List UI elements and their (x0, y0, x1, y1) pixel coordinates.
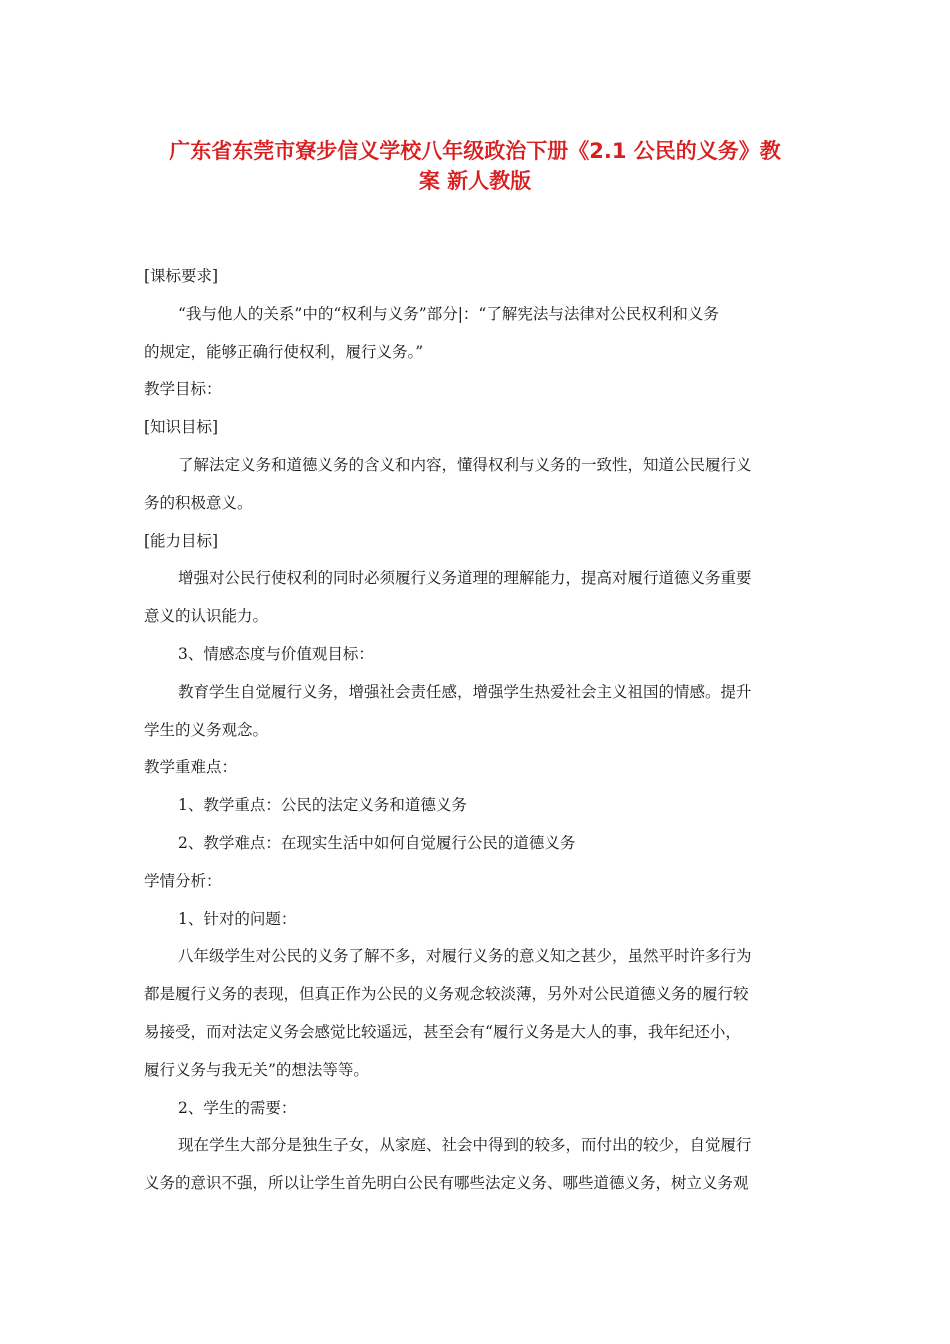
paragraph-line: “我与他人的关系”中的“权利与义务”部分|：“了解宪法与法律对公民权利和义务 (178, 304, 719, 323)
list-item: 2、学生的需要： (178, 1098, 297, 1117)
section-heading-objectives: 教学目标： (144, 380, 222, 399)
paragraph-line: 易接受，而对法定义务会感觉比较遥远，甚至会有“履行义务是大人的事，我年纪还小， (144, 1022, 741, 1041)
paragraph-line: 学生的义务观念。 (144, 720, 269, 739)
paragraph-line: 意义的认识能力。 (144, 607, 269, 626)
title-line-2: 案 新人教版 (418, 169, 532, 193)
list-item: 2、教学难点：在现实生活中如何自觉履行公民的道德义务 (178, 833, 576, 852)
paragraph-line: 的规定，能够正确行使权利，履行义务。” (144, 342, 424, 361)
title-line-1: 广东省东莞市寮步信义学校八年级政治下册《2.1 公民的义务》教 (169, 139, 781, 163)
paragraph-line: 现在学生大部分是独生子女，从家庭、社会中得到的较多，而付出的较少，自觉履行 (178, 1136, 752, 1155)
document-title (140, 136, 810, 196)
document-body (144, 258, 810, 1203)
paragraph-line: 了解法定义务和道德义务的含义和内容，懂得权利与义务的一致性，知道公民履行义 (178, 455, 752, 474)
paragraph-line: 履行义务与我无关”的想法等等。 (144, 1060, 369, 1079)
paragraph-line: 增强对公民行使权利的同时必须履行义务道理的理解能力，提高对履行道德义务重要 (178, 569, 752, 588)
section-heading-ability: [能力目标] (144, 531, 219, 550)
paragraph-line: 八年级学生对公民的义务了解不多，对履行义务的意义知之甚少，虽然平时许多行为 (178, 947, 752, 966)
paragraph-line: 都是履行义务的表现，但真正作为公民的义务观念较淡薄，另外对公民道德义务的履行较 (144, 985, 749, 1004)
list-item: 1、针对的问题： (178, 909, 297, 928)
paragraph-line: 务的积极意义。 (144, 493, 253, 512)
section-heading-emotion: 3、情感态度与价值观目标： (178, 644, 374, 663)
list-item: 1、教学重点：公民的法定义务和道德义务 (178, 796, 467, 815)
paragraph-line: 义务的意识不强，所以让学生首先明白公民有哪些法定义务、哪些道德义务，树立义务观 (144, 1174, 749, 1193)
paragraph-line: 教育学生自觉履行义务，增强社会责任感，增强学生热爱社会主义祖国的情感。提升 (178, 682, 752, 701)
section-heading-curriculum: [课标要求] (144, 267, 219, 285)
section-heading-key-points: 教学重难点： (144, 758, 238, 777)
section-heading-analysis: 学情分析： (144, 871, 222, 890)
section-heading-knowledge: [知识目标] (144, 418, 219, 437)
